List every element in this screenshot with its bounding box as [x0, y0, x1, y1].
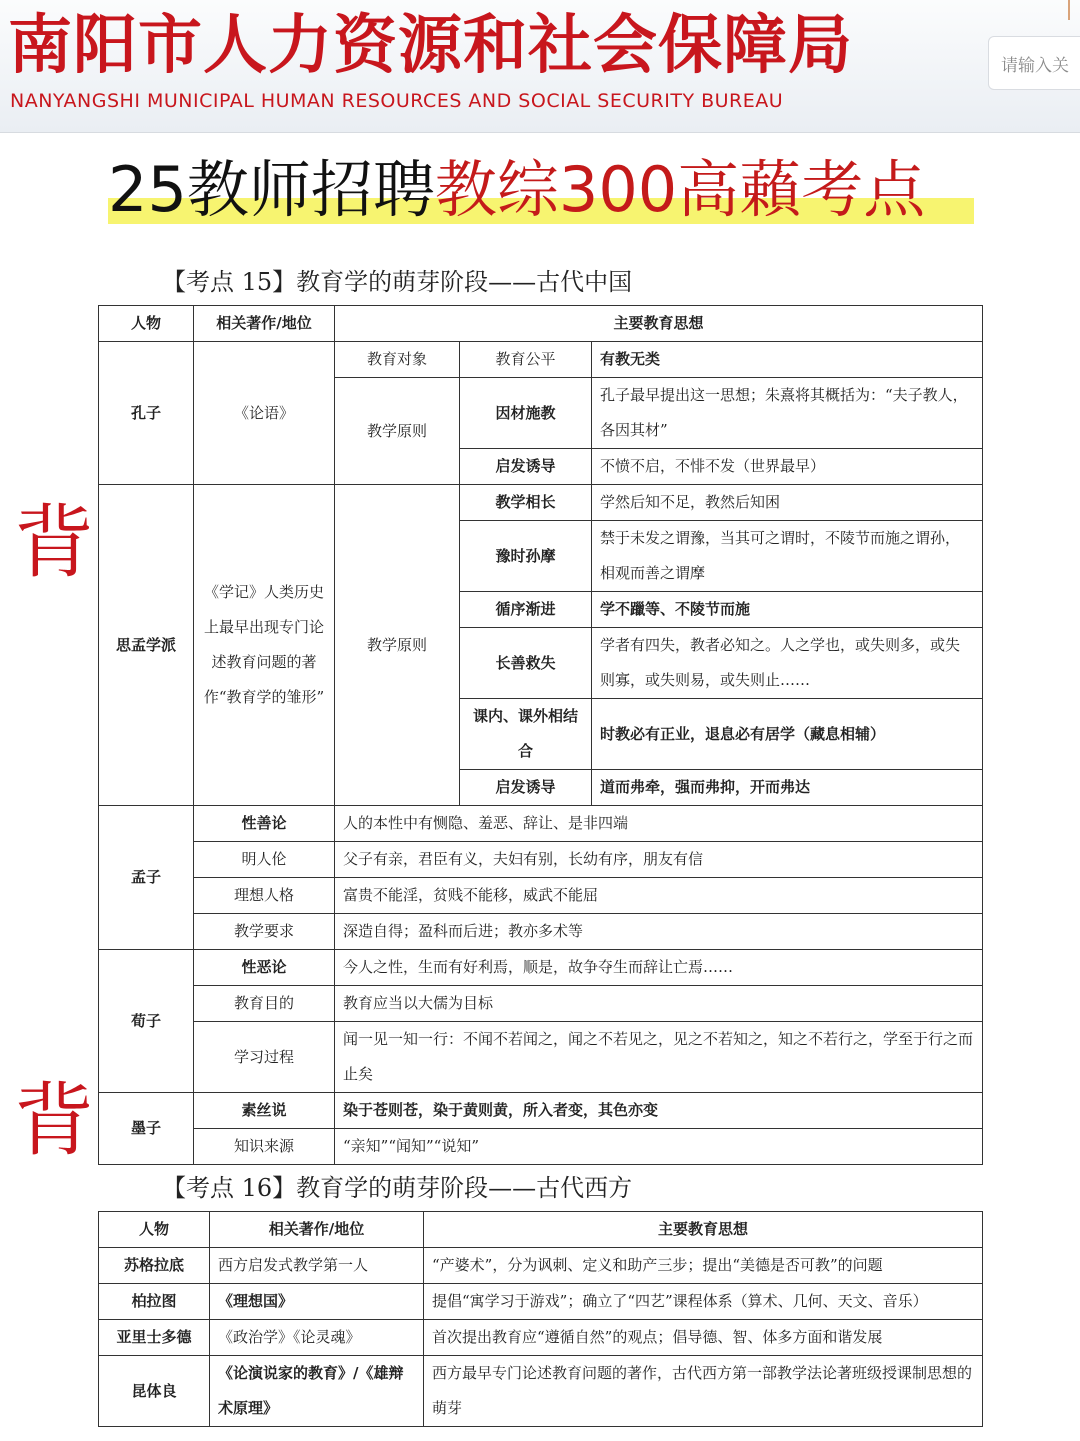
content-cell: 西方最早专门论述教育问题的著作，古代西方第一部教学法论著班级授课制思想的萌芽 [424, 1356, 983, 1427]
content-cell: 今人之性，生而有好利焉，顺是，故争夺生而辞让亡焉…… [335, 950, 983, 986]
work-cell: 西方启发式教学第一人 [210, 1248, 424, 1284]
org-name-en: NANYANGSHI MUNICIPAL HUMAN RESOURCES AND SOCIAL SECURITY BUREAU [10, 90, 784, 112]
work-cell: 《论演说家的教育》/《雄辩术原理》 [210, 1356, 424, 1427]
content-cell: 不愤不启，不悱不发（世界最早） [592, 449, 983, 485]
item-cell: 教学相长 [460, 485, 592, 521]
work-cell: 《论语》 [194, 342, 335, 485]
table-row [99, 485, 983, 521]
work-cell: 《学记》人类历史上最早出现专门论述教育问题的著作“教育学的雏形” [194, 485, 335, 806]
table-row [99, 842, 983, 878]
category-cell: 教育对象 [335, 342, 460, 378]
topic-cell: 教育目的 [194, 986, 335, 1022]
header-person: 人物 [99, 1212, 210, 1248]
content-cell: 禁于未发之谓豫，当其可之谓时，不陵节而施之谓孙，相观而善之谓摩 [592, 521, 983, 592]
person-cell: 荀子 [99, 950, 194, 1093]
site-header [0, 0, 1080, 133]
content-cell: 父子有亲，君臣有义，夫妇有别，长幼有序，朋友有信 [335, 842, 983, 878]
content-cell: “亲知”“闻知”“说知” [335, 1129, 983, 1165]
item-cell: 豫时孙摩 [460, 521, 592, 592]
table-row [99, 986, 983, 1022]
table-row [99, 1320, 983, 1356]
page-title [108, 150, 925, 230]
work-cell: 《政治学》《论灵魂》 [210, 1320, 424, 1356]
item-cell: 课内、课外相结合 [460, 699, 592, 770]
category-cell: 教学原则 [335, 485, 460, 806]
content-cell: 时教必有正业，退息必有居学（藏息相辅） [592, 699, 983, 770]
person-cell: 思孟学派 [99, 485, 194, 806]
section-15-table [98, 305, 983, 1165]
corner-decoration [1068, 0, 1080, 20]
title-part-red: 教综300高藾考点 [434, 153, 926, 226]
category-cell: 教学原则 [335, 378, 460, 485]
person-cell: 孟子 [99, 806, 194, 950]
table-row [99, 1093, 983, 1129]
content-cell: 孔子最早提出这一思想；朱熹将其概括为：“夫子教人，各因其材” [592, 378, 983, 449]
person-cell: 昆体良 [99, 1356, 210, 1427]
table-row [99, 1248, 983, 1284]
person-cell: 苏格拉底 [99, 1248, 210, 1284]
table-header-row [99, 1212, 983, 1248]
person-cell: 柏拉图 [99, 1284, 210, 1320]
content-cell: 学不躐等、不陵节而施 [592, 592, 983, 628]
table-row [99, 950, 983, 986]
topic-cell: 理想人格 [194, 878, 335, 914]
content-cell: 有教无类 [592, 342, 983, 378]
org-name-cn: 南阳市人力资源和社会保障局 [8, 9, 853, 83]
topic-cell: 素丝说 [194, 1093, 335, 1129]
item-cell: 长善救失 [460, 628, 592, 699]
topic-cell: 学习过程 [194, 1022, 335, 1093]
table-row [99, 1129, 983, 1165]
item-cell: 循序渐进 [460, 592, 592, 628]
item-cell: 启发诱导 [460, 770, 592, 806]
header-work: 相关著作/地位 [210, 1212, 424, 1248]
content-cell: 人的本性中有恻隐、羞恶、辞让、是非四端 [335, 806, 983, 842]
content-cell: 首次提出教育应“遵循自然”的观点；倡导德、智、体多方面和谐发展 [424, 1320, 983, 1356]
table-row [99, 914, 983, 950]
content-cell: 学者有四失，教者必知之。人之学也，或失则多，或失则寡，或失则易，或失则止…… [592, 628, 983, 699]
content-cell: 教育应当以大儒为目标 [335, 986, 983, 1022]
header-person: 人物 [99, 306, 194, 342]
topic-cell: 知识来源 [194, 1129, 335, 1165]
person-cell: 墨子 [99, 1093, 194, 1165]
person-cell: 孔子 [99, 342, 194, 485]
topic-cell: 性恶论 [194, 950, 335, 986]
item-cell: 启发诱导 [460, 449, 592, 485]
margin-mark-recite: 背 [14, 496, 94, 589]
margin-mark-recite: 背 [14, 1074, 94, 1167]
search-placeholder: 请输入关 [1001, 56, 1069, 76]
section-15-heading: 【考点 15】教育学的萌芽阶段——古代中国 [162, 268, 633, 296]
content-cell: 提倡“寓学习于游戏”；确立了“四艺”课程体系（算术、几何、天文、音乐） [424, 1284, 983, 1320]
table-row [99, 1356, 983, 1427]
content-cell: 富贵不能淫，贫贱不能移，威武不能屈 [335, 878, 983, 914]
section-16-heading: 【考点 16】教育学的萌芽阶段——古代西方 [162, 1174, 633, 1202]
content-cell: 染于苍则苍，染于黄则黄，所入者变，其色亦变 [335, 1093, 983, 1129]
content-cell: 深造自得；盈科而后进；教亦多术等 [335, 914, 983, 950]
table-row [99, 1284, 983, 1320]
header-ideas: 主要教育思想 [424, 1212, 983, 1248]
topic-cell: 教学要求 [194, 914, 335, 950]
table-row [99, 342, 983, 378]
topic-cell: 性善论 [194, 806, 335, 842]
title-part-black: 25教师招聘 [108, 153, 435, 226]
work-cell: 《理想国》 [210, 1284, 424, 1320]
search-input[interactable] [988, 36, 1080, 90]
content-cell: 道而弗牵，强而弗抑，开而弗达 [592, 770, 983, 806]
person-cell: 亚里士多德 [99, 1320, 210, 1356]
item-cell: 因材施教 [460, 378, 592, 449]
table-row [99, 1022, 983, 1093]
content-cell: “产婆术”，分为讽刺、定义和助产三步；提出“美德是否可教”的问题 [424, 1248, 983, 1284]
section-16-table [98, 1211, 983, 1427]
header-ideas: 主要教育思想 [335, 306, 983, 342]
table-row [99, 878, 983, 914]
header-work: 相关著作/地位 [194, 306, 335, 342]
table-header-row [99, 306, 983, 342]
topic-cell: 明人伦 [194, 842, 335, 878]
table-row [99, 806, 983, 842]
content-cell: 学然后知不足，教然后知困 [592, 485, 983, 521]
content-cell: 闻一见一知一行：不闻不若闻之，闻之不若见之，见之不若知之，知之不若行之，学至于行之而止矣 [335, 1022, 983, 1093]
item-cell: 教育公平 [460, 342, 592, 378]
